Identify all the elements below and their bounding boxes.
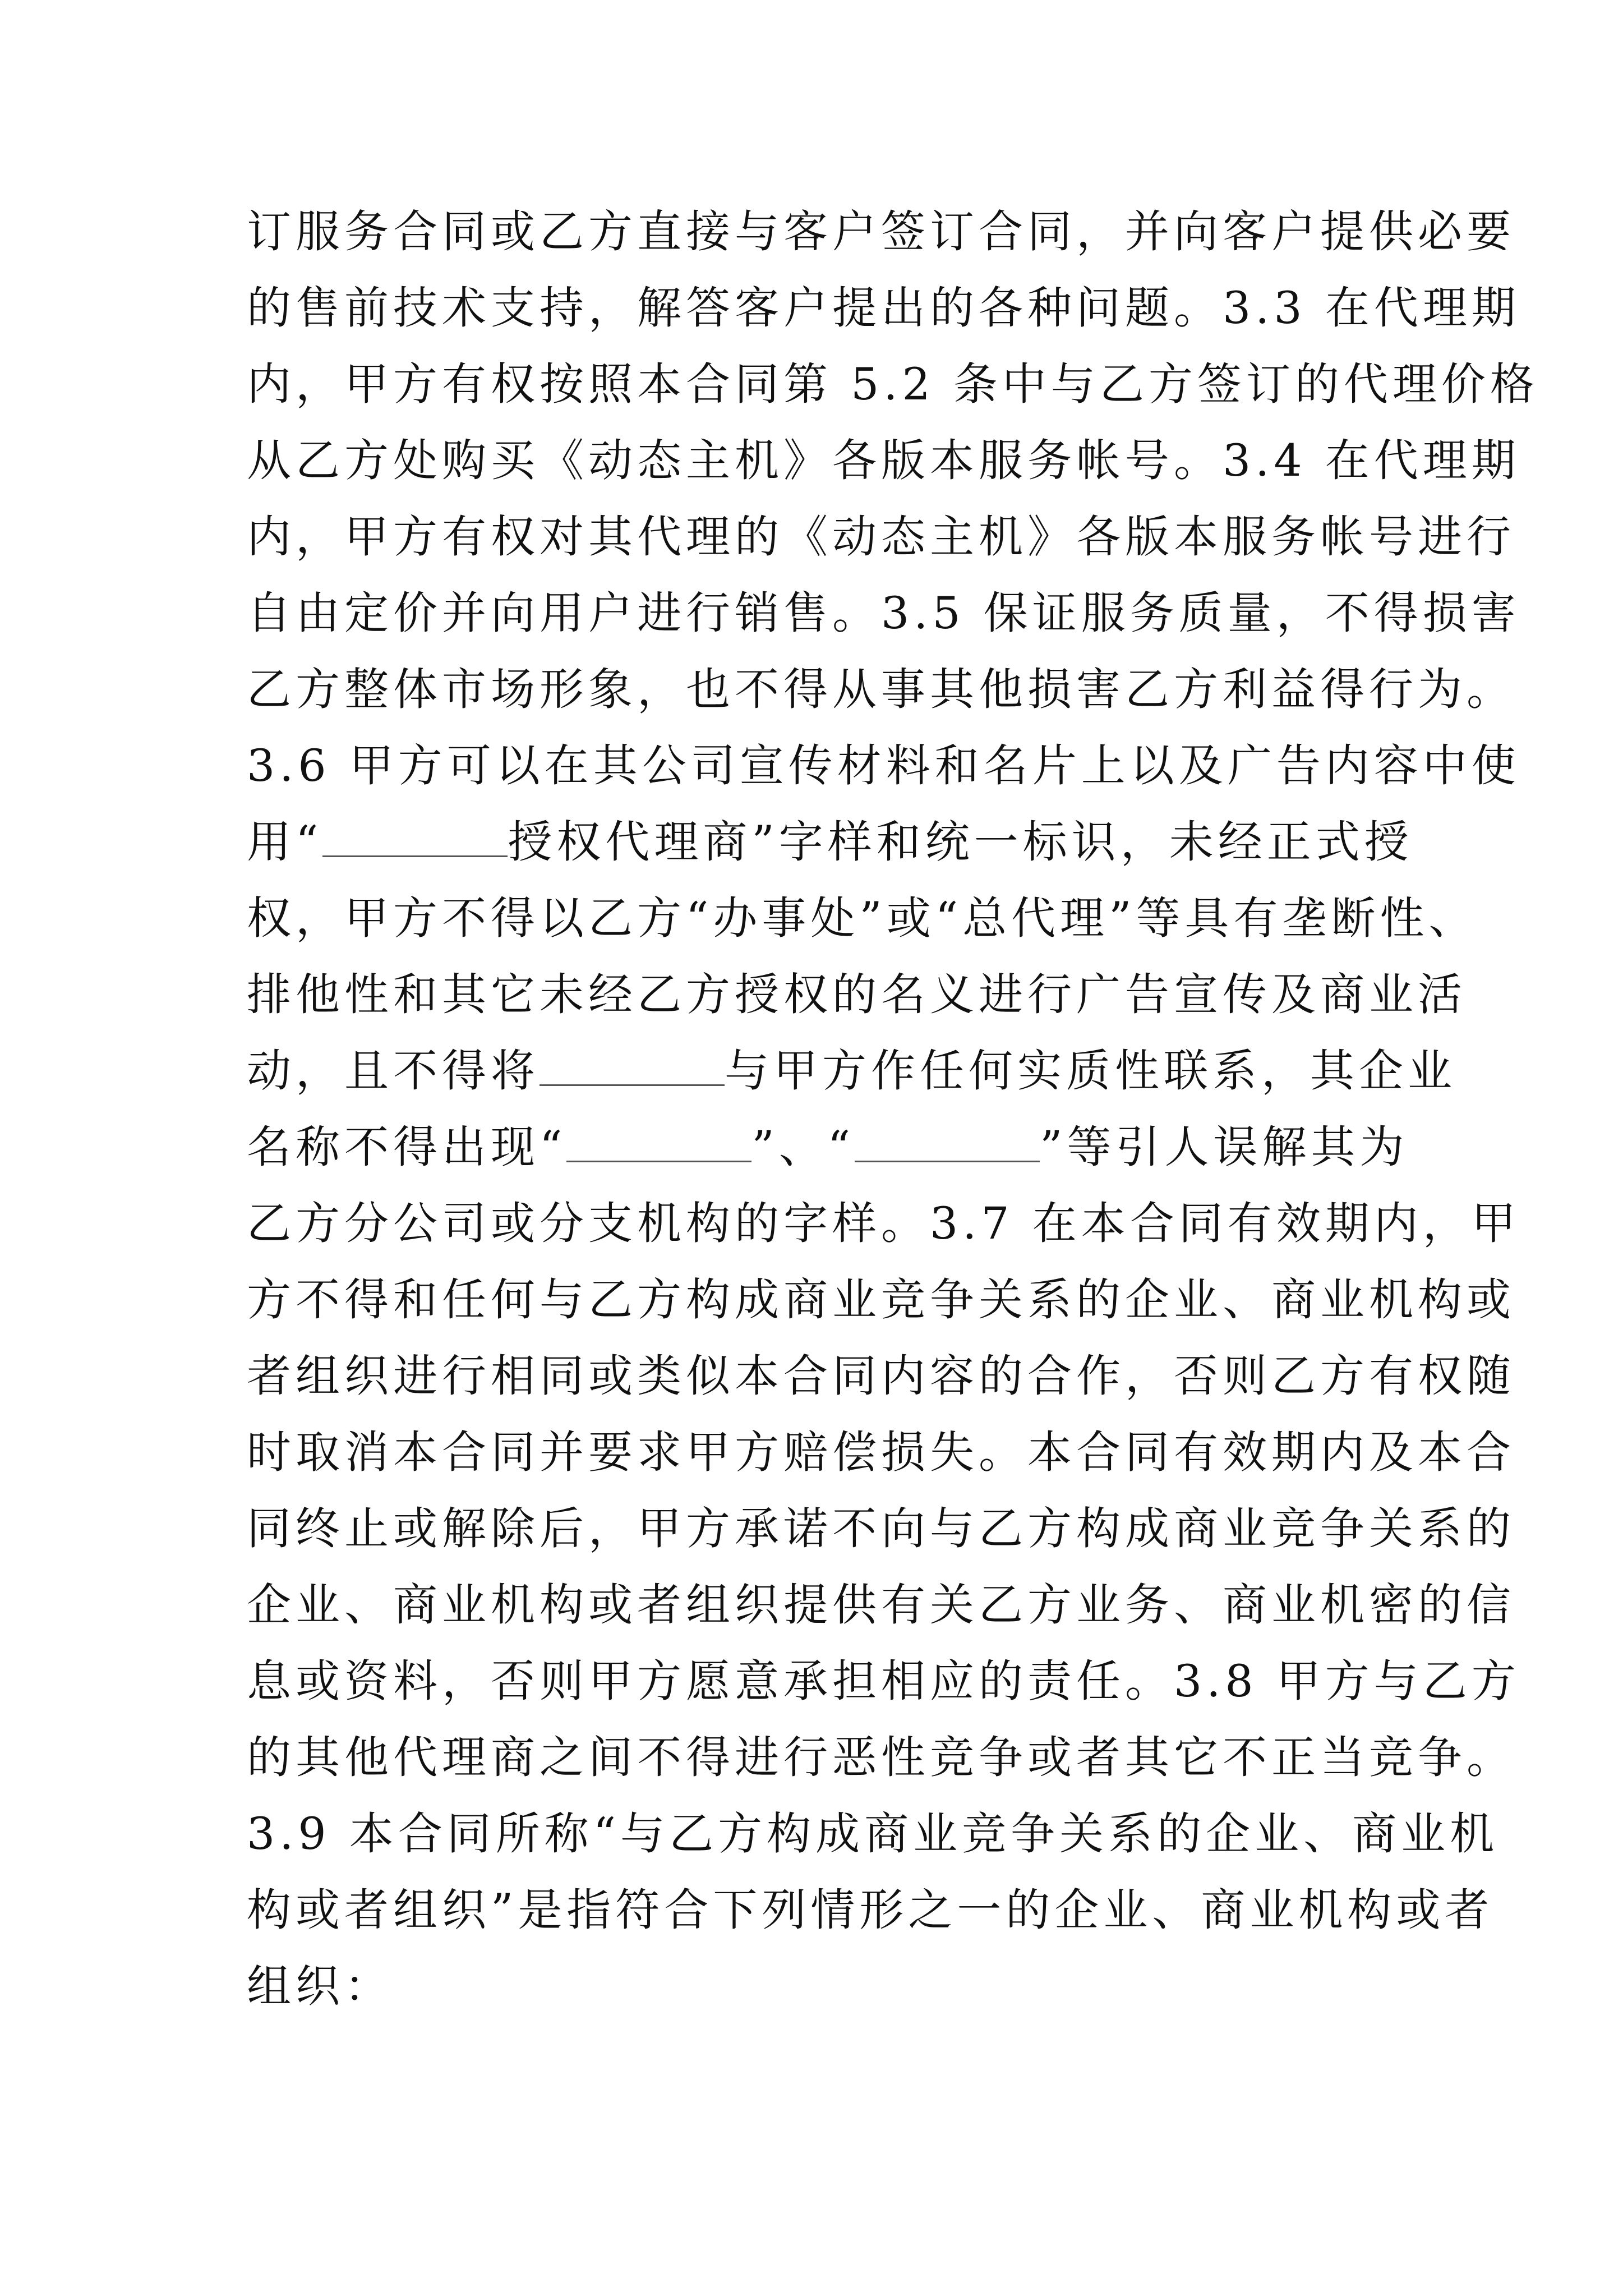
blank-field <box>855 1122 1040 1162</box>
text-line: 企业、商业机构或者组织提供有关乙方业务、商业机密的信 <box>247 1579 1515 1631</box>
text-line: 构或者组织”是指符合下列情形之一的企业、商业机构或者 <box>247 1884 1494 1936</box>
text-line: 时取消本合同并要求甲方赔偿损失。本合同有效期内及本合 <box>247 1427 1515 1478</box>
text-line: 者组织进行相同或类似本合同内容的合作，否则乙方有权随 <box>247 1350 1515 1402</box>
text-line <box>247 1109 1408 1185</box>
text-segment: 与甲方作任何实质性联系，其企业 <box>725 1045 1456 1097</box>
text-line: 内，甲方有权对其代理的《动态主机》各版本服务帐号进行 <box>247 511 1515 563</box>
text-segment: 用“ <box>247 816 323 868</box>
text-line: 的其他代理商之间不得进行恶性竞争或者其它不正当竞争。 <box>247 1732 1515 1783</box>
text-line: 3.6 甲方可以在其公司宣传材料和名片上以及广告内容中使 <box>247 740 1520 792</box>
text-line: 3.9 本合同所称“与乙方构成商业竞争关系的企业、商业机 <box>247 1808 1499 1860</box>
text-line: 的售前技术支持，解答客户提出的各种问题。3.3 在代理期 <box>247 282 1520 334</box>
text-line: 乙方整体市场形象，也不得从事其他损害乙方利益得行为。 <box>247 664 1515 715</box>
text-line: 订服务合同或乙方直接与客户签订合同，并向客户提供必要 <box>247 206 1515 257</box>
text-line: 方不得和任何与乙方构成商业竞争关系的企业、商业机构或 <box>247 1274 1515 1326</box>
blank-field <box>540 1046 725 1086</box>
text-line: 自由定价并向用户进行销售。3.5 保证服务质量，不得损害 <box>247 587 1520 639</box>
text-line: 同终止或解除后，甲方承诺不向与乙方构成商业竞争关系的 <box>247 1503 1515 1554</box>
blank-field <box>566 1122 751 1162</box>
text-segment: ”等引人误解其为 <box>1040 1121 1409 1173</box>
text-line: 乙方分公司或分支机构的字样。3.7 在本合同有效期内，甲 <box>247 1198 1520 1249</box>
blank-field <box>322 817 508 857</box>
text-line: 内，甲方有权按照本合同第 5.2 条中与乙方签订的代理价格 <box>247 358 1539 410</box>
text-line <box>247 1033 1456 1109</box>
text-segment: 名称不得出现“ <box>247 1121 567 1173</box>
text-line <box>247 804 1413 880</box>
contract-body-text <box>247 194 1539 2024</box>
text-segment: 动，且不得将 <box>247 1045 540 1097</box>
text-line: 息或资料，否则甲方愿意承担相应的责任。3.8 甲方与乙方 <box>247 1655 1520 1707</box>
text-segment: 授权代理商”字样和统一标识，未经正式授 <box>508 816 1413 868</box>
text-line: 排他性和其它未经乙方授权的名义进行广告宣传及商业活 <box>247 969 1467 1020</box>
text-line: 组织： <box>247 1961 393 2012</box>
text-line: 从乙方处购买《动态主机》各版本服务帐号。3.4 在代理期 <box>247 435 1520 486</box>
text-line: 权，甲方不得以乙方“办事处”或“总代理”等具有垄断性、 <box>247 892 1478 944</box>
text-segment: ”、“ <box>751 1121 855 1173</box>
